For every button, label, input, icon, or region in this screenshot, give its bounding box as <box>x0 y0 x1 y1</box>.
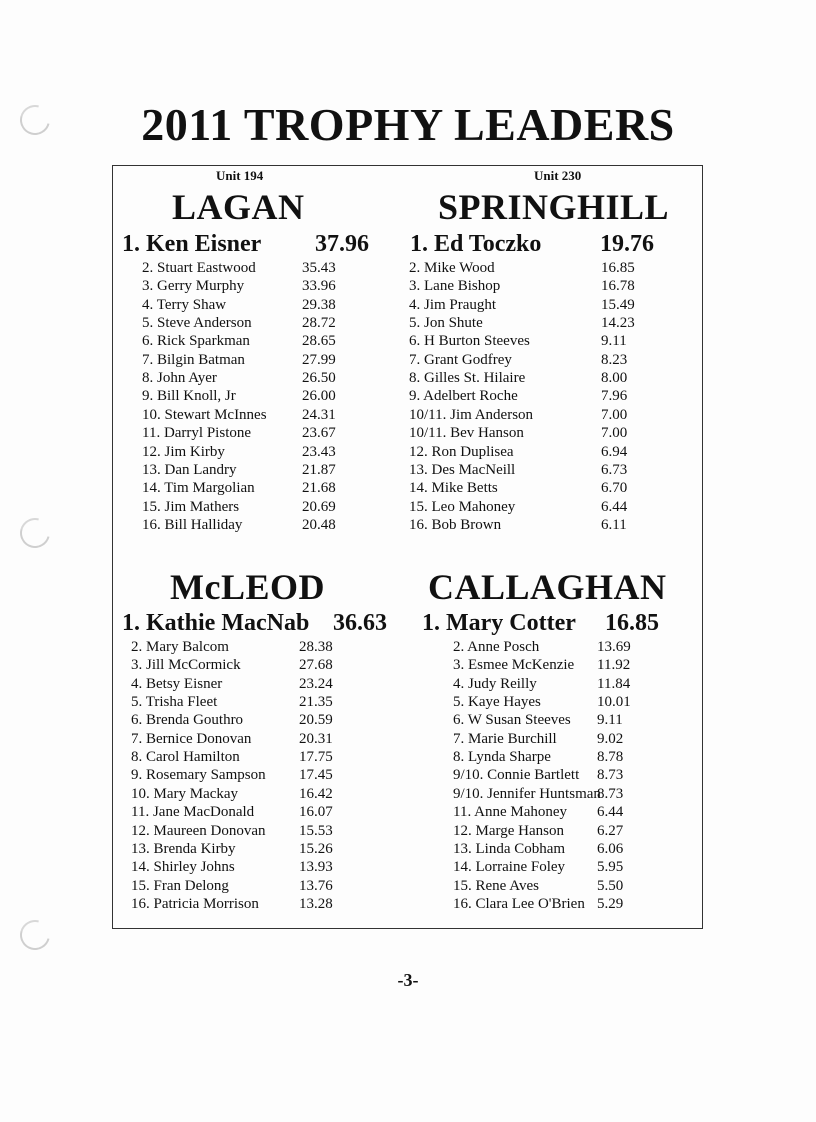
leader-name: 1. Mary Cotter <box>422 610 576 636</box>
player-score: 15.49 <box>601 296 635 313</box>
player-name: 13. Linda Cobham <box>453 840 566 857</box>
leader-name: 1. Ken Eisner <box>122 231 262 257</box>
player-score: 26.00 <box>302 388 336 405</box>
leader-score: 16.85 <box>605 610 659 636</box>
player-score: 13.69 <box>597 639 631 655</box>
player-score: 16.07 <box>299 804 333 821</box>
player-name: 4. Betsy Eisner <box>131 675 223 692</box>
player-name: 5. Steve Anderson <box>142 315 252 332</box>
player-name: 15. Leo Mahoney <box>409 498 516 515</box>
player-score: 9.02 <box>597 730 624 747</box>
player-name: 3. Lane Bishop <box>409 278 501 295</box>
player-name: 2. Mary Balcom <box>131 639 229 655</box>
player-score: 33.96 <box>302 278 336 295</box>
player-score: 7.00 <box>601 425 628 442</box>
player-name: 12. Ron Duplisea <box>409 443 514 460</box>
player-name: 8. John Ayer <box>142 370 217 387</box>
player-score: 15.26 <box>299 840 333 857</box>
player-name: 13. Dan Landry <box>142 461 237 478</box>
player-name: 2. Mike Wood <box>409 260 495 276</box>
player-name: 10/11. Bev Hanson <box>409 425 524 442</box>
player-score: 28.72 <box>302 315 336 332</box>
player-name: 15. Rene Aves <box>453 877 539 894</box>
player-score: 8.00 <box>601 370 628 387</box>
player-score: 21.87 <box>302 461 336 478</box>
player-score: 28.38 <box>299 639 333 655</box>
player-score: 20.59 <box>299 712 333 729</box>
player-name: 4. Judy Reilly <box>453 675 537 692</box>
player-score: 7.00 <box>601 406 628 423</box>
player-score: 13.28 <box>299 895 333 912</box>
player-score: 6.27 <box>597 822 624 839</box>
player-score: 27.99 <box>302 351 336 368</box>
player-name: 7. Bernice Donovan <box>131 730 252 747</box>
player-name: 15. Jim Mathers <box>142 498 240 515</box>
player-score: 16.78 <box>601 278 635 295</box>
leader-name: 1. Kathie MacNab <box>122 610 310 636</box>
player-name: 13. Des MacNeill <box>409 461 516 478</box>
player-name: 8. Lynda Sharpe <box>453 749 551 766</box>
player-score: 5.50 <box>597 877 624 894</box>
player-name: 6. W Susan Steeves <box>453 712 571 729</box>
player-score: 6.70 <box>601 480 628 497</box>
player-name: 2. Stuart Eastwood <box>142 260 256 276</box>
player-score: 6.06 <box>597 840 624 857</box>
player-score: 20.69 <box>302 498 336 515</box>
player-score: 17.75 <box>299 749 333 766</box>
player-score: 35.43 <box>302 260 336 276</box>
player-score: 11.84 <box>597 675 631 692</box>
player-score: 20.48 <box>302 516 336 533</box>
player-name: 5. Kaye Hayes <box>453 694 541 711</box>
punch-hole <box>15 513 56 554</box>
player-score: 8.78 <box>597 749 624 766</box>
player-name: 4. Jim Praught <box>409 296 497 313</box>
player-score: 16.42 <box>299 785 333 802</box>
player-score: 17.45 <box>299 767 333 784</box>
player-score: 26.50 <box>302 370 336 387</box>
player-name: 15. Fran Delong <box>131 877 229 894</box>
leader-score: 36.63 <box>333 610 387 636</box>
player-score: 15.53 <box>299 822 333 839</box>
leader-name: 1. Ed Toczko <box>410 231 542 257</box>
club-name-springhill: SPRINGHILL <box>438 187 670 227</box>
player-score: 23.43 <box>302 443 336 460</box>
player-score: 9.11 <box>597 712 623 729</box>
player-score: 14.23 <box>601 315 635 332</box>
player-score: 6.44 <box>597 804 624 821</box>
player-score: 7.96 <box>601 388 628 405</box>
player-name: 2. Anne Posch <box>453 639 540 655</box>
player-name: 16. Bob Brown <box>409 516 502 533</box>
player-name: 16. Clara Lee O'Brien <box>453 895 585 912</box>
player-name: 12. Jim Kirby <box>142 443 225 460</box>
player-score: 23.24 <box>299 675 333 692</box>
player-name: 14. Lorraine Foley <box>453 859 566 876</box>
player-score: 24.31 <box>302 406 336 423</box>
player-name: 14. Tim Margolian <box>142 480 255 497</box>
player-score: 8.73 <box>597 785 624 802</box>
player-score: 9.11 <box>601 333 627 350</box>
leader-mcleod <box>122 610 412 637</box>
player-name: 13. Brenda Kirby <box>131 840 236 857</box>
player-score: 11.92 <box>597 657 631 674</box>
player-name: 9/10. Connie Bartlett <box>453 767 580 784</box>
player-score: 5.29 <box>597 895 624 912</box>
player-name: 6. Rick Sparkman <box>142 333 250 350</box>
player-score: 13.93 <box>299 859 333 876</box>
player-score: 13.76 <box>299 877 333 894</box>
player-name: 4. Terry Shaw <box>142 296 227 313</box>
player-name: 10. Stewart McInnes <box>142 406 267 423</box>
player-score: 20.31 <box>299 730 333 747</box>
player-name: 10. Mary Mackay <box>131 785 239 802</box>
player-name: 3. Esmee McKenzie <box>453 657 575 674</box>
player-name: 7. Marie Burchill <box>453 730 557 747</box>
player-score: 6.94 <box>601 443 628 460</box>
player-score: 21.68 <box>302 480 336 497</box>
player-score: 5.95 <box>597 859 624 876</box>
player-name: 9. Adelbert Roche <box>409 388 518 405</box>
club-name-callaghan: CALLAGHAN <box>428 567 667 607</box>
player-score: 6.44 <box>601 498 628 515</box>
punch-hole <box>15 915 56 956</box>
player-name: 12. Marge Hanson <box>453 822 564 839</box>
player-score: 8.73 <box>597 767 624 784</box>
player-score: 23.67 <box>302 425 336 442</box>
player-score: 21.35 <box>299 694 333 711</box>
leader-score: 19.76 <box>600 231 654 257</box>
player-score: 6.73 <box>601 461 628 478</box>
player-name: 5. Trisha Fleet <box>131 694 218 711</box>
player-name: 9. Bill Knoll, Jr <box>142 388 236 405</box>
player-score: 28.65 <box>302 333 336 350</box>
player-name: 12. Maureen Donovan <box>131 822 266 839</box>
player-score: 27.68 <box>299 657 333 674</box>
player-name: 10/11. Jim Anderson <box>409 406 534 423</box>
player-name: 11. Anne Mahoney <box>453 804 568 821</box>
player-name: 7. Grant Godfrey <box>409 351 512 368</box>
player-name: 9/10. Jennifer Huntsman <box>453 785 601 802</box>
player-name: 11. Jane MacDonald <box>131 804 255 821</box>
player-name: 14. Shirley Johns <box>131 859 235 876</box>
player-name: 7. Bilgin Batman <box>142 351 245 368</box>
player-score: 6.11 <box>601 516 627 533</box>
player-name: 8. Gilles St. Hilaire <box>409 370 526 387</box>
player-name: 3. Jill McCormick <box>131 657 241 674</box>
player-name: 3. Gerry Murphy <box>142 278 245 295</box>
player-score: 10.01 <box>597 694 631 711</box>
club-name-mcleod: McLEOD <box>170 567 325 607</box>
player-name: 6. Brenda Gouthro <box>131 712 244 729</box>
club-name-lagan: LAGAN <box>172 187 305 227</box>
unit-label-springhill: Unit 230 <box>534 168 582 183</box>
player-score: 16.85 <box>601 260 635 276</box>
player-name: 5. Jon Shute <box>409 315 483 332</box>
leader-callaghan <box>422 610 692 637</box>
page-number: -3- <box>397 970 419 990</box>
player-score: 29.38 <box>302 296 336 313</box>
player-name: 16. Bill Halliday <box>142 516 243 533</box>
player-name: 14. Mike Betts <box>409 480 498 497</box>
player-name: 8. Carol Hamilton <box>131 749 240 766</box>
unit-label-lagan: Unit 194 <box>216 168 264 183</box>
leader-springhill <box>410 231 690 258</box>
player-name: 16. Patricia Morrison <box>131 895 259 912</box>
player-score: 8.23 <box>601 351 628 368</box>
page-title: 2011 TROPHY LEADERS <box>141 99 675 150</box>
player-name: 6. H Burton Steeves <box>409 333 530 350</box>
leader-lagan <box>122 231 387 258</box>
leader-score: 37.96 <box>315 231 369 257</box>
player-name: 9. Rosemary Sampson <box>131 767 266 784</box>
player-name: 11. Darryl Pistone <box>142 425 252 442</box>
